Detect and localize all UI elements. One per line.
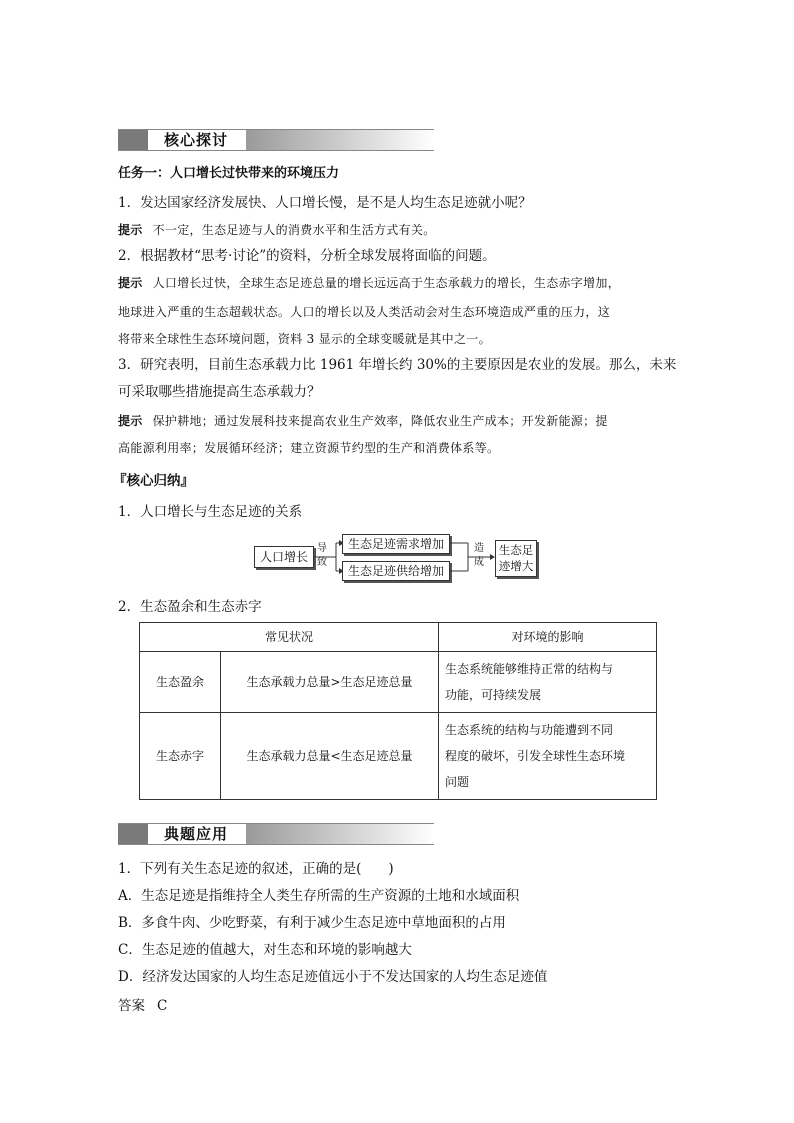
option-c: C．生态足迹的值越大，对生态和环境的影响越大 xyxy=(118,942,412,958)
diagram-result-line-2: 迹增大 xyxy=(498,559,534,573)
diagram-node-demand: 生态足迹需求增加 xyxy=(342,534,450,554)
table-row xyxy=(140,713,657,800)
diagram-label-cause xyxy=(474,542,484,570)
row-effect xyxy=(439,652,657,713)
row-name: 生态赤字 xyxy=(140,713,221,800)
row-effect-line: 生态系统的结构与功能遭到不同 xyxy=(445,723,614,737)
diagram-label-cause-2: 成 xyxy=(474,557,484,568)
diagram-node-population-growth: 人口增长 xyxy=(254,546,314,568)
hint-1 xyxy=(118,220,436,240)
option-d: D．经济发达国家的人均生态足迹值远小于不发达国家的人均生态足迹值 xyxy=(118,969,548,985)
row-effect-line: 程度的破坏，引发全球性生态环境 xyxy=(445,749,626,763)
hint-text: 不一定，生态足迹与人的消费水平和生活方式有关。 xyxy=(152,223,436,237)
summary-item-2: 2．生态盈余和生态赤字 xyxy=(118,599,262,615)
question-1: 1．发达国家经济发展快、人口增长慢，是不是人均生态足迹就小呢？ xyxy=(118,195,532,211)
row-effect-line: 生态系统能够维持正常的结构与 xyxy=(445,662,614,676)
section-title: 典题应用 xyxy=(164,825,229,843)
surplus-deficit-table xyxy=(139,622,657,800)
exercise-question: 1．下列有关生态足迹的叙述，正确的是( ) xyxy=(118,861,394,877)
diagram-label-cause-1: 造 xyxy=(474,543,484,554)
question-2: 2．根据教材“思考·讨论”的资料，分析全球发展将面临的问题。 xyxy=(118,248,496,264)
row-effect-line: 功能，可持续发展 xyxy=(445,688,542,702)
table-header-row xyxy=(140,623,657,652)
task-heading: 任务一：人口增长过快带来的环境压力 xyxy=(118,166,340,181)
answer xyxy=(118,996,167,1016)
table-header-impact: 对环境的影响 xyxy=(439,623,657,652)
section-title: 核心探讨 xyxy=(164,131,229,149)
row-condition: 生态承载力总量<生态足迹总量 xyxy=(221,713,439,800)
option-a: A．生态足迹是指维持全人类生存所需的生产资源的土地和水域面积 xyxy=(118,888,520,904)
hint-text: 人口增长过快，全球生态足迹总量的增长远远高于生态承载力的增长，生态赤字增加， xyxy=(152,276,621,290)
section-banner-typical-application xyxy=(118,823,434,845)
hint-3-line-2: 高能源利用率；发展循环经济；建立资源节约型的生产和消费体系等。 xyxy=(118,441,500,455)
diagram-label-lead xyxy=(317,542,327,570)
diagram-result-line-1: 生态足 xyxy=(498,543,534,557)
hint-2-line-1 xyxy=(118,273,620,293)
diagram-merge-arrows xyxy=(450,530,496,582)
hint-2-line-2: 地球进入严重的生态超载状态。人口的增长以及人类活动会对生态环境造成严重的压力，这 xyxy=(118,305,611,319)
option-b: B．多食牛肉、少吃野菜，有利于减少生态足迹中草地面积的占用 xyxy=(118,915,506,931)
table-header-situation: 常见状况 xyxy=(140,623,439,652)
section-banner-core-discussion xyxy=(118,129,434,151)
answer-label: 答案 xyxy=(118,998,145,1014)
diagram-label-lead-2: 致 xyxy=(317,557,327,568)
diagram-node-supply: 生态足迹供给增加 xyxy=(342,561,450,581)
hint-label: 提示 xyxy=(118,414,143,428)
diagram-node-result xyxy=(495,540,537,577)
hint-3-line-1 xyxy=(118,411,608,431)
row-name: 生态盈余 xyxy=(140,652,221,713)
row-effect-line: 问题 xyxy=(445,775,470,789)
question-3-line-1: 3．研究表明，目前生态承载力比 1961 年增长约 30%的主要原因是农业的发展。那么，未来 xyxy=(118,357,677,373)
table-row xyxy=(140,652,657,713)
diagram-label-lead-1: 导 xyxy=(317,543,327,554)
row-effect xyxy=(439,713,657,800)
core-summary-title: 『核心归纳』 xyxy=(113,473,194,489)
summary-item-1: 1．人口增长与生态足迹的关系 xyxy=(118,504,303,520)
hint-text: 保护耕地；通过发展科技来提高农业生产效率，降低农业生产成本；开发新能源；提 xyxy=(152,414,608,428)
hint-2-line-3: 将带来全球性生态环境问题，资料 3 显示的全球变暖就是其中之一。 xyxy=(118,332,491,346)
answer-value: C xyxy=(157,998,168,1014)
question-3-line-2: 可采取哪些措施提高生态承载力？ xyxy=(118,384,321,400)
hint-label: 提示 xyxy=(118,223,143,237)
hint-label: 提示 xyxy=(118,276,143,290)
row-condition: 生态承载力总量>生态足迹总量 xyxy=(221,652,439,713)
